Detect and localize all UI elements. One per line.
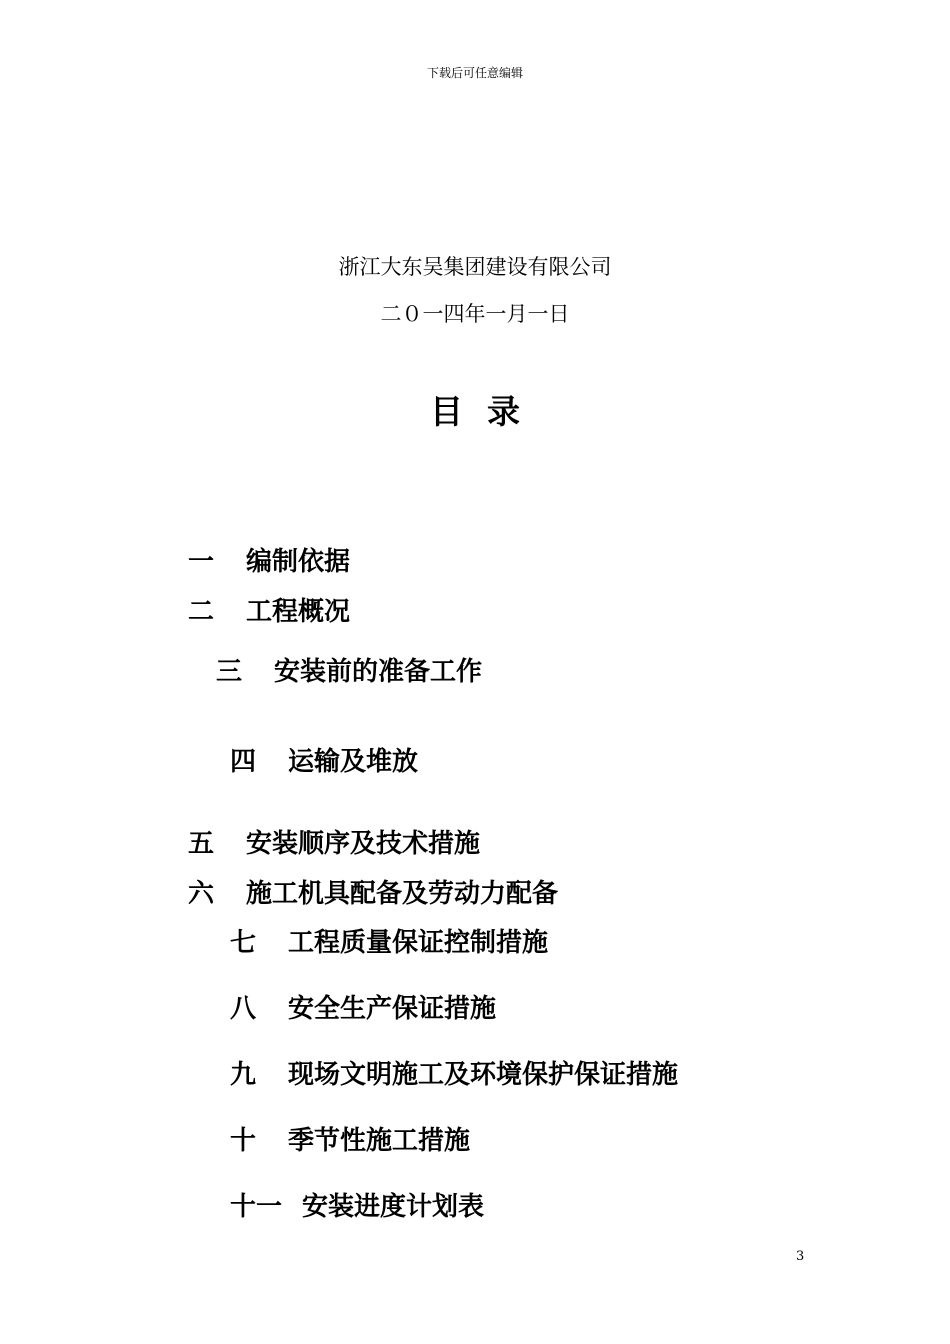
toc-item-label: 现场文明施工及环境保护保证措施 — [288, 1060, 679, 1090]
toc-item-number: 四 — [230, 747, 257, 777]
toc-title: 目录 — [430, 392, 544, 431]
toc-item-number: 十一 — [230, 1192, 283, 1222]
toc-item-number: 六 — [188, 879, 215, 909]
toc-item-label: 安装顺序及技术措施 — [246, 829, 481, 859]
toc-item — [230, 745, 418, 779]
document-date: 二０一四年一月一日 — [380, 302, 570, 326]
toc-item — [188, 595, 350, 629]
toc-item-label: 安装进度计划表 — [302, 1192, 485, 1222]
page-number: 3 — [796, 1249, 805, 1264]
toc-item-label: 编制依据 — [246, 547, 351, 577]
toc-item — [188, 827, 480, 861]
toc-item-label: 安装前的准备工作 — [274, 657, 483, 687]
toc-item — [230, 926, 548, 960]
header-note: 下载后可任意编辑 — [426, 66, 523, 80]
toc-item-number: 一 — [188, 547, 215, 577]
toc-item — [230, 992, 496, 1026]
toc-item — [230, 1058, 678, 1092]
toc-item — [188, 545, 350, 579]
toc-item-label: 施工机具配备及劳动力配备 — [246, 879, 559, 909]
toc-item-label: 运输及堆放 — [288, 747, 419, 777]
toc-item-label: 安全生产保证措施 — [288, 994, 497, 1024]
toc-item — [230, 1124, 470, 1158]
toc-item-number: 三 — [216, 657, 243, 687]
toc-item — [188, 877, 558, 911]
toc-item-number: 七 — [230, 928, 257, 958]
toc-item-number: 二 — [188, 597, 215, 627]
toc-item — [216, 655, 482, 689]
toc-item-number: 九 — [230, 1060, 257, 1090]
toc-item — [230, 1190, 484, 1224]
toc-item-label: 工程概况 — [246, 597, 351, 627]
toc-item-label: 工程质量保证控制措施 — [288, 928, 549, 958]
toc-item-number: 五 — [188, 829, 215, 859]
toc-item-label: 季节性施工措施 — [288, 1126, 471, 1156]
company-name: 浙江大东吴集团建设有限公司 — [338, 255, 612, 279]
toc-item-number: 十 — [230, 1126, 257, 1156]
toc-item-number: 八 — [230, 994, 257, 1024]
